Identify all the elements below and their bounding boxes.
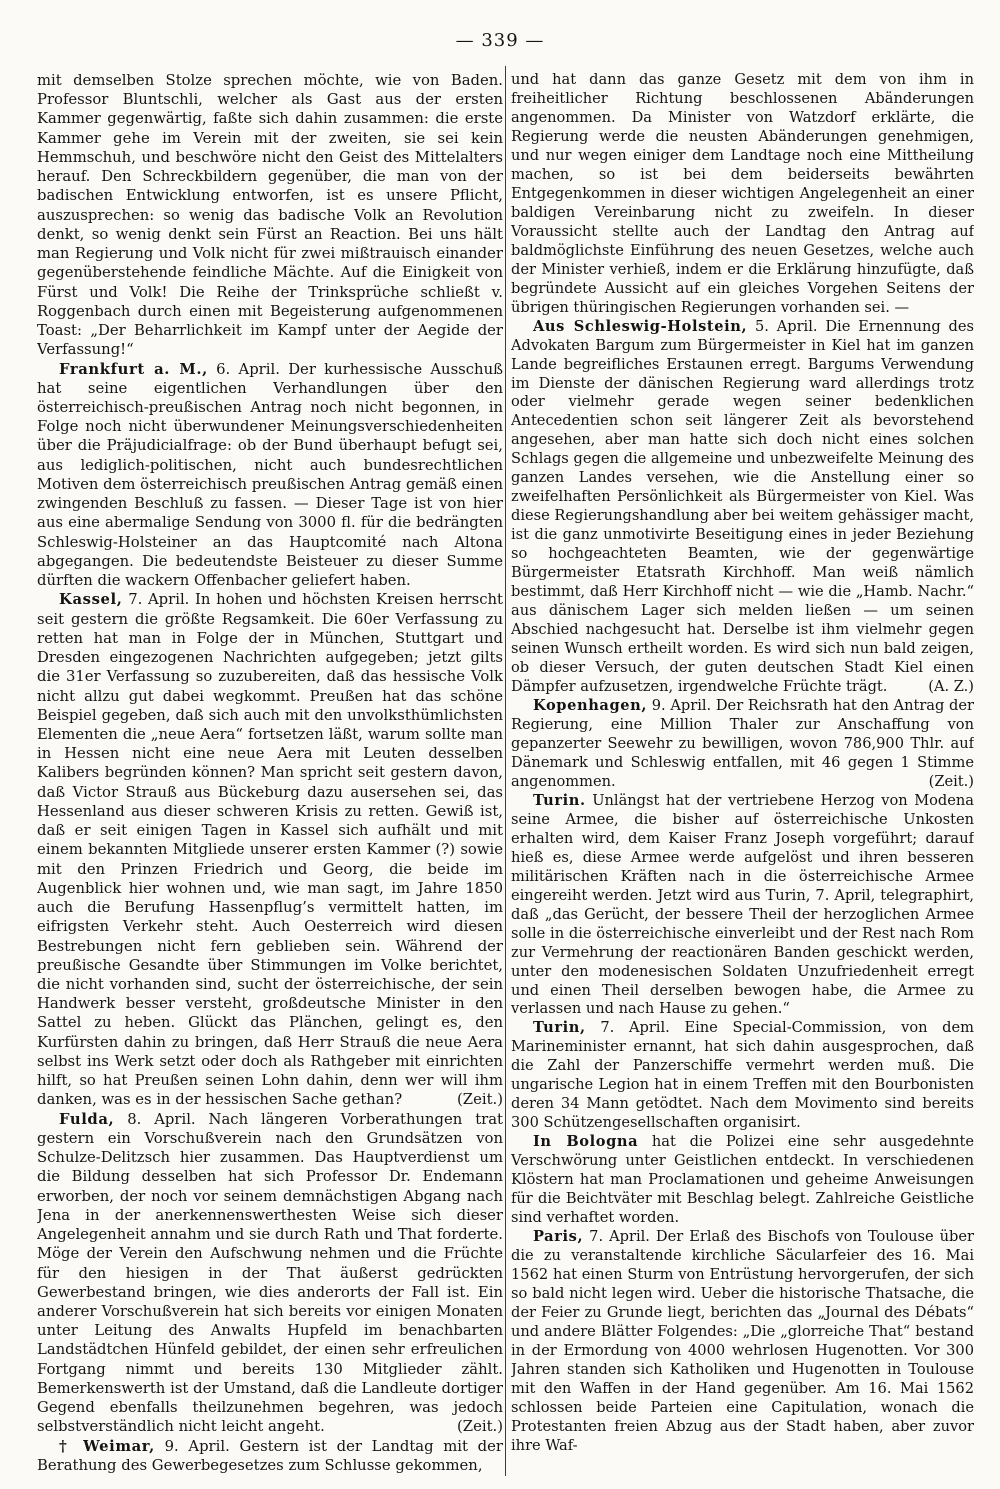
- article-text: 9. April. Gestern ist der Landtag mit der Berathung des Gewerbegesetzes zum Schlusse gekommen,: [37, 1437, 503, 1474]
- dateline: Kassel,: [59, 591, 123, 609]
- article-paragraph: [37, 71, 503, 360]
- article-text: 5. April. Die Ernennung des Advokaten Bargum zum Bürgermeister in Kiel hat im ganzen Lande begreifliches Erstaunen erregt. Bargums Verwendung im Dienste der dänischen Regierung ward allerdings trotz oder vielmehr gerade wegen seiner bedenklichen Antecedentien schon seit längerer Zeit als bevorstehend angesehen, aber man hatte sich doch nicht eines solchen Schlags gegen die allgemeine und unbezweifelte Meinung des ganzen Landes versehen, wie die Anstellung einer so zweifelhaften Persönlichkeit als Bürgermeister von Kiel. Was diese Regierungshandlung aber bei weitem gehässiger macht, ist die ganz unmotivirte Beseitigung eines in jeder Beziehung so hochgeachteten Beamten, wie der gegenwärtige Bürgermeister Etatsrath Kirchhoff. Man weiß nämlich bestimmt, daß Herr Kirchhoff nicht — wie die „Hamb. Nachr.“ aus dänischem Lager sich melden ließen — um seinen Abschied nachgesucht hat. Derselbe ist ihm vielmehr gegen seinen Wunsch ertheilt worden. Es wird sich nun bald zeigen, ob dieser Versuch, der guten deutschen Stadt Kiel einen Dämpfer aufzusetzen, irgendwelche Früchte trägt.: [511, 317, 974, 695]
- article-text: 7. April. Der Erlaß des Bischofs von Toulouse über die zu veranstaltende kirchliche Säcularfeier des 16. Mai 1562 hat einen Sturm von Entrüstung hervorgerufen, der sich so bald nicht legen wird. Ueber die historische Thatsache, die der Feier zu Grunde liegt, berichten das „Journal des Débats“ und andere Blätter Folgendes: „Die „glorreiche That“ bestand in der Ermordung von 4000 wehrlosen Hugenotten. Vor 300 Jahren standen sich Katholiken und Hugenotten in Toulouse mit den Waffen in der Hand gegenüber. Am 16. Mai 1562 schlossen beide Parteien eine Capitulation, wonach die Protestanten freien Abzug aus der Stadt haben, aber zuvor ihre Waf-: [511, 1228, 974, 1454]
- article-text: Unlängst hat der vertriebene Herzog von Modena seine Armee, die bisher auf österreichische Unkosten erhalten wird, dem Kaiser Franz Joseph vorgeführt; darauf hieß es, diese Armee werde aufgelöst und ihren besseren militärischen Kräften nach in die österreichische Armee eingereiht werden. Jetzt wird aus Turin, 7. April, telegraphirt, daß „das Gerücht, der bessere Theil der herzoglichen Armee solle in die österreichische einverleibt und der Rest nach Rom zur Vermehrung der reactionären Banden geschickt werden, unter den modenesischen Soldaten Unzufriedenheit erregt und einen Theil derselben bewogen habe, die Armee zu verlassen und nach Hause zu gehen.“: [511, 791, 974, 1018]
- dateline: Kopenhagen,: [533, 696, 648, 714]
- article-paragraph: [37, 1437, 503, 1475]
- dateline: Turin,: [533, 1019, 586, 1037]
- right-column: [511, 71, 974, 1481]
- article-text: und hat dann das ganze Gesetz mit dem von ihm in freiheitlicher Richtung beschlossenen Abänderungen angenommen. Da Minister von Watzdorf erklärte, die Regierung werde die neusten Abänderungen genehmigen, und nur wegen einiger dem Landtage noch eine Mittheilung machen, so ist bei dem beiderseits bewährten Entgegenkommen in dieser wichtigen Angelegenheit an einer baldigen Vereinbarung nicht zu zweifeln. In dieser Voraussicht stellte auch der Landtag den Antrag auf baldmöglichste Einführung des neuen Gesetzes, welche auch der Minister verhieß, indem er die Erklärung hinzufügte, daß begründete Aussicht auf ein gleiches Vorgehen Seitens der übrigen thüringischen Regierungen vorhanden sei. —: [511, 71, 974, 316]
- source-attribution: (Zeit.): [457, 1091, 503, 1109]
- article-text: 7. April. In hohen und höchsten Kreisen herrscht seit gestern die größte Regsamkeit. Die 60er Verfassung zu retten hat man in Folge der in München, Stuttgart und Dresden eingezogenen Nachrichten aufgegeben; jetzt gilts die 31er Verfassung so zuzubereiten, daß das hessische Volk nicht allzu gut dabei wegkommt. Preußen hat das schöne Beispiel gegeben, daß sich auch mit den unvolksthümlichsten Elementen die „neue Aera“ fortsetzen läßt, warum sollte man in Hessen nicht eine neue Aera mit Leuten desselben Kalibers begründen können? Man spricht seit gestern davon, daß Victor Strauß aus Bückeburg dazu ausersehen sei, das Hessenland aus dieser schweren Krisis zu retten. Gewiß ist, daß er seit einigen Tagen in Kassel sich aufhält und mit einem bekannten Mitgliede unserer ersten Kammer (?) sowie mit den Prinzen Friedrich und Georg, die beide im Augenblick hier wohnen und, wie man sagt, im Jahre 1850 auch die Berufung Hassenpflug’s vermittelt hatten, im eifrigsten Verkehr steht. Auch Oesterreich wird diesen Bestrebungen nicht fern geblieben sein. Während der preußische Gesandte über Stimmungen im Volke berichtet, die nicht vorhanden sind, sucht der österreichische, der sein Handwerk besser versteht, großdeutsche Minister in den Sattel zu heben. Glückt das Plänchen, gelingt es, den Kurfürsten dahin zu bringen, daß Herr Strauß die neue Aera selbst ins Werk setzt oder doch als Rathgeber mit einrichten hilft, so hat Preußen seinen Lohn dahin, denn wer will ihm danken, was es in der hessischen Sache gethan?: [37, 591, 503, 1109]
- article-paragraph: [37, 360, 503, 591]
- dateline: In Bologna: [533, 1133, 639, 1151]
- article-text: mit demselben Stolze sprechen möchte, wie von Baden. Professor Bluntschli, welcher als Gast aus der ersten Kammer gegenwärtig, faßte sich dahin zusammen: die erste Kammer gehe im Verein mit der zweiten, sie sei kein Hemmschuh, und beschwöre nicht den Geist des Mittelalters herauf. Den Schreckbildern gegenüber, die man von der badischen Entwicklung entworfen, ist es unsere Pflicht, auszusprechen: so wenig das badische Volk an Revolution denkt, so wenig denkt sein Fürst an Reaction. Bei uns hält man Regierung und Volk nicht für zwei mißtrauisch einander gegenüberstehende feindliche Mächte. Auf die Einigkeit von Fürst und Volk! Die Reihe der Trinksprüche schließt v. Roggenbach durch einen mit Begeisterung aufgenommenen Toast: „Der Beharrlichkeit im Kampf unter der Aegide der Verfassung!“: [37, 72, 503, 359]
- dateline: Aus Schleswig-Holstein,: [533, 317, 748, 335]
- article-paragraph: [511, 1228, 974, 1456]
- article-paragraph: [511, 1133, 974, 1228]
- page-number: — 339 —: [455, 30, 545, 51]
- source-attribution: (Zeit.): [928, 772, 974, 790]
- article-paragraph: [511, 697, 974, 792]
- article-paragraph: [511, 71, 974, 318]
- article-text: hat die Polizei eine sehr ausgedehnte Verschwörung unter Geistlichen entdeckt. In verschiedenen Klöstern hat man Proclamationen und geheime Anweisungen für die Beichtväter mit Beschlag belegt. Zahlreiche Geistliche sind verhaftet worden.: [511, 1133, 974, 1227]
- dateline: Paris,: [533, 1228, 584, 1246]
- article-paragraph: [37, 590, 503, 1109]
- article-text: 8. April. Nach längeren Vorberathungen trat gestern ein Vorschußverein nach den Grundsätzen von Schulze-Delitzsch hier zusammen. Das Hauptverdienst um die Bildung desselben hat sich Professor Dr. Endemann erworben, der noch vor seinem demnächstigen Abgang nach Jena in der anerkennenswerthesten Weise sich dieser Angelegenheit annahm und sie durch Rath und That forderte. Möge der Verein den Aufschwung nehmen und die Früchte für den hiesigen in der That äußerst gedrückten Gewerbestand bringen, wie dies anderorts der Fall ist. Ein anderer Vorschußverein hat sich bereits vor einigen Monaten unter Leitung des Anwalts Hupfeld im benachbarten Landstädtchen Hünfeld gebildet, der einen sehr erfreulichen Fortgang nimmt und bereits 130 Mitglieder zählt. Bemerkenswerth ist der Umstand, daß die Landleute dortiger Gegend ebenfalls theilzunehmen begehren, was jedoch selbstverständlich nicht leicht angeht.: [37, 1110, 503, 1436]
- dateline: Fulda,: [59, 1110, 115, 1128]
- column-divider: [505, 66, 506, 1476]
- article-paragraph: [511, 792, 974, 1020]
- dateline: † Weimar,: [59, 1437, 155, 1455]
- source-attribution: (Zeit.): [457, 1418, 503, 1436]
- source-attribution: (A. Z.): [928, 678, 974, 695]
- dateline: Turin.: [533, 791, 586, 809]
- article-paragraph: [37, 1110, 503, 1437]
- article-paragraph: [511, 318, 974, 697]
- article-text: 6. April. Der kurhessische Ausschuß hat seine eigentlichen Verhandlungen über den österreichisch-preußischen Antrag noch nicht begonnen, in Folge noch nicht überwundener Meinungsverschiedenheiten über die Präjudicialfrage: ob der Bund überhaupt befugt sei, aus lediglich-politischen, nicht auch bundesrechtlichen Motiven dem österreichisch preußischen Antrag gemäß einen zwingenden Beschluß zu fassen. — Dieser Tage ist von hier aus eine abermalige Sendung von 3000 fl. für die bedrängten Schleswig-Holsteiner an das Hauptcomité nach Altona abgegangen. Die bedeutendste Beisteuer zu dieser Summe dürften die wackern Offenbacher geliefert haben.: [37, 360, 503, 590]
- article-text: 7. April. Eine Special-Commission, von dem Marineminister ernannt, hat sich dahin ausgesprochen, daß die Zahl der Panzerschiffe vermehrt werden muß. Die ungarische Legion hat in einem Treffen mit den Bourbonisten deren 34 Mann getödtet. Nach dem Movimento sind bereits 300 Schützengesellschaften organisirt.: [511, 1019, 974, 1132]
- article-text: 9. April. Der Reichsrath hat den Antrag der Regierung, eine Million Thaler zur Anschaffung von gepanzerter Seewehr zu bewilligen, wovon 786,900 Thlr. auf Dänemark und Schleswig entfallen, mit 46 gegen 1 Stimme angenommen.: [511, 696, 974, 790]
- dateline: Frankfurt a. M.,: [59, 360, 208, 378]
- left-column: [37, 71, 503, 1481]
- article-paragraph: [511, 1019, 974, 1133]
